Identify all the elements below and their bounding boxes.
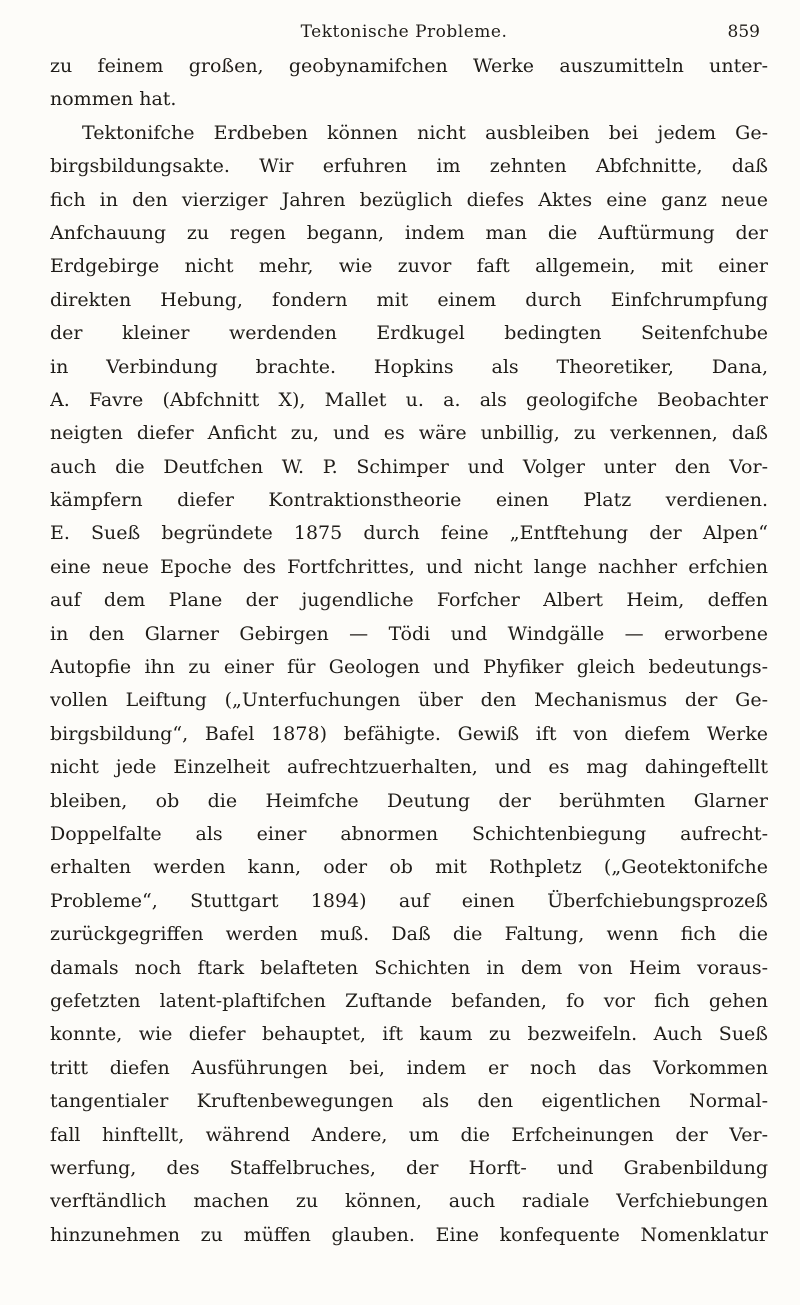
text-line: Probleme“, Stuttgart 1894) auf einen Überfchiebungsprozeß <box>50 889 768 912</box>
text-line: nicht jede Einzelheit aufrechtzuerhalten, und es mag dahingeftellt <box>50 756 768 779</box>
text-line: birgsbildungsakte. Wir erfuhren im zehnten Abfchnitte, daß <box>50 155 768 178</box>
text-line: kämpfern diefer Kontraktionstheorie einen Platz verdienen. <box>50 489 768 512</box>
text-line: gefetzten latent-plaftifchen Zuftande befanden, fo vor fich gehen <box>50 989 768 1012</box>
page-number: 859 <box>727 22 760 42</box>
text-line: bleiben, ob die Heimfche Deutung der berühmten Glarner <box>50 789 768 812</box>
text-line: E. Sueß begründete 1875 durch feine „Entftehung der Alpen“ <box>50 522 768 545</box>
text-line: eine neue Epoche des Fortfchrittes, und nicht lange nachher erfchien <box>50 555 768 578</box>
text-line: auf dem Plane der jugendliche Forfcher Albert Heim, deffen <box>50 589 768 612</box>
text-line: direkten Hebung, fondern mit einem durch Einfchrumpfung <box>50 288 768 311</box>
text-line: hinzunehmen zu müffen glauben. Eine konfequente Nomenklatur <box>50 1223 768 1246</box>
text-line: konnte, wie diefer behauptet, ift kaum zu bezweifeln. Auch Sueß <box>50 1023 768 1046</box>
text-line: A. Favre (Abfchnitt X), Mallet u. a. als geologifche Beobachter <box>50 388 768 411</box>
text-line: zu feinem großen, geobynamifchen Werke auszumitteln unter- <box>50 55 768 77</box>
text-line: fich in den vierziger Jahren bezüglich diefes Aktes eine ganz neue <box>50 188 768 211</box>
text-line: werfung, des Staffelbruches, der Horft- und Grabenbildung <box>50 1156 768 1179</box>
text-line: fall hinftellt, während Andere, um die Erfcheinungen der Ver- <box>50 1123 768 1146</box>
text-line: in Verbindung brachte. Hopkins als Theoretiker, Dana, <box>50 355 768 378</box>
text-line: Tektonifche Erdbeben können nicht ausbleiben bei jedem Ge- <box>82 121 768 144</box>
text-line: Doppelfalte als einer abnormen Schichtenbiegung aufrecht- <box>50 822 768 845</box>
text-line: damals noch ftark belafteten Schichten in dem von Heim voraus- <box>50 956 768 979</box>
text-line: Autopfie ihn zu einer für Geologen und Phyfiker gleich bedeutungs- <box>50 656 768 679</box>
text-line: Erdgebirge nicht mehr, wie zuvor faft allgemein, mit einer <box>50 255 768 278</box>
running-title: Tektonische Probleme. <box>300 22 508 42</box>
text-line: verftändlich machen zu können, auch radiale Verfchiebungen <box>50 1190 768 1213</box>
text-line: Anfchauung zu regen begann, indem man die Auftürmung der <box>50 221 768 244</box>
text-line: auch die Deutfchen W. P. Schimper und Volger unter den Vor- <box>50 455 768 478</box>
text-line: neigten diefer Anficht zu, und es wäre unbillig, zu verkennen, daß <box>50 422 768 445</box>
page-header <box>48 22 760 46</box>
text-line: in den Glarner Gebirgen — Tödi und Windgälle — erworbene <box>50 622 768 645</box>
text-line: der kleiner werdenden Erdkugel bedingten Seitenfchube <box>50 322 768 345</box>
text-line: nommen hat. <box>50 88 177 111</box>
text-line: birgsbildung“, Bafel 1878) befähigte. Gewiß ift von diefem Werke <box>50 722 768 745</box>
text-line: tritt diefen Ausführungen bei, indem er noch das Vorkommen <box>50 1056 768 1079</box>
body-text <box>50 50 768 1252</box>
text-line: erhalten werden kann, oder ob mit Rothpletz („Geotektonifche <box>50 856 768 879</box>
text-line: zurückgegriffen werden muß. Daß die Faltung, wenn fich die <box>50 923 768 946</box>
text-line: tangentialer Kruftenbewegungen als den eigentlichen Normal- <box>50 1090 768 1113</box>
text-line: vollen Leiftung („Unterfuchungen über den Mechanismus der Ge- <box>50 689 768 712</box>
